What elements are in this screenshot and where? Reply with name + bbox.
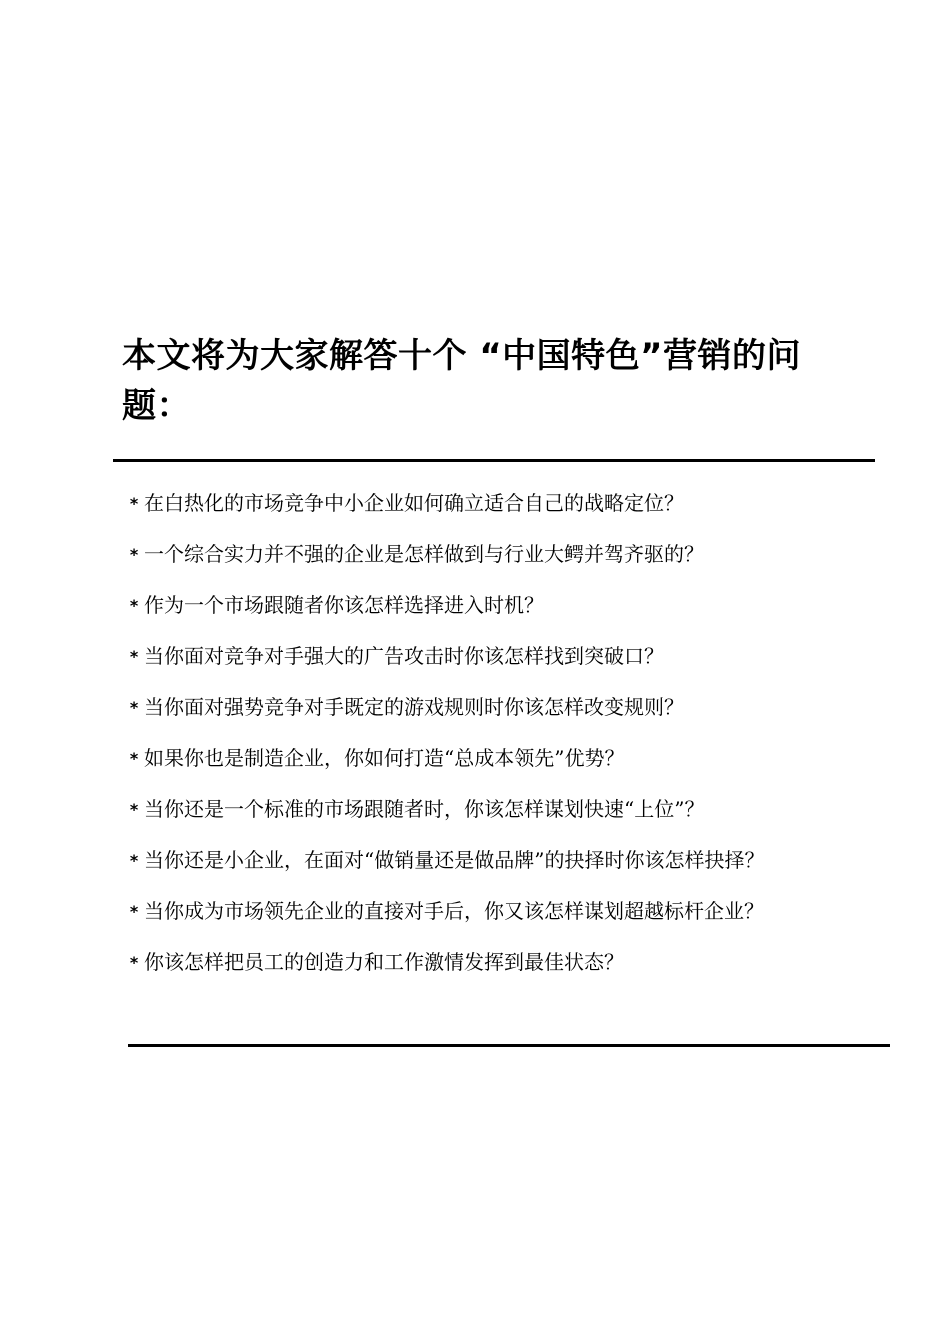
list-item [124, 784, 844, 835]
bullet-icon: * [129, 902, 139, 921]
bullet-icon: * [129, 494, 139, 513]
question-text: 如果你也是制造企业，你如何打造“总成本领先”优势？ [144, 746, 625, 770]
question-text: 当你面对强势竞争对手既定的游戏规则时你该怎样改变规则？ [144, 695, 684, 719]
bullet-icon: * [129, 647, 139, 666]
list-item [124, 886, 844, 937]
list-item [124, 631, 844, 682]
question-text: 作为一个市场跟随者你该怎样选择进入时机？ [144, 593, 544, 617]
list-item [124, 529, 844, 580]
bullet-icon: * [129, 749, 139, 768]
top-divider [113, 459, 875, 462]
bullet-icon: * [129, 800, 139, 819]
question-list [124, 478, 844, 988]
bullet-icon: * [129, 596, 139, 615]
question-text: 当你成为市场领先企业的直接对手后，你又该怎样谋划超越标杆企业？ [144, 899, 764, 923]
bottom-divider [128, 1044, 890, 1047]
bullet-icon: * [129, 851, 139, 870]
list-item [124, 937, 844, 988]
bullet-icon: * [129, 545, 139, 564]
list-item [124, 733, 844, 784]
list-item [124, 580, 844, 631]
question-text: 当你面对竞争对手强大的广告攻击时你该怎样找到突破口？ [144, 644, 664, 668]
bullet-icon: * [129, 953, 139, 972]
question-text: 当你还是小企业，在面对“做销量还是做品牌”的抉择时你该怎样抉择？ [144, 848, 765, 872]
list-item [124, 478, 844, 529]
bullet-icon: * [129, 698, 139, 717]
question-text: 你该怎样把员工的创造力和工作激情发挥到最佳状态？ [144, 950, 624, 974]
question-text: 一个综合实力并不强的企业是怎样做到与行业大鳄并驾齐驱的？ [144, 542, 704, 566]
document-title: 本文将为大家解答十个 “中国特色”营销的问题： [122, 336, 802, 426]
list-item [124, 835, 844, 886]
list-item [124, 682, 844, 733]
question-text: 当你还是一个标准的市场跟随者时，你该怎样谋划快速“上位”？ [144, 797, 705, 821]
question-text: 在白热化的市场竞争中小企业如何确立适合自己的战略定位？ [144, 491, 684, 515]
